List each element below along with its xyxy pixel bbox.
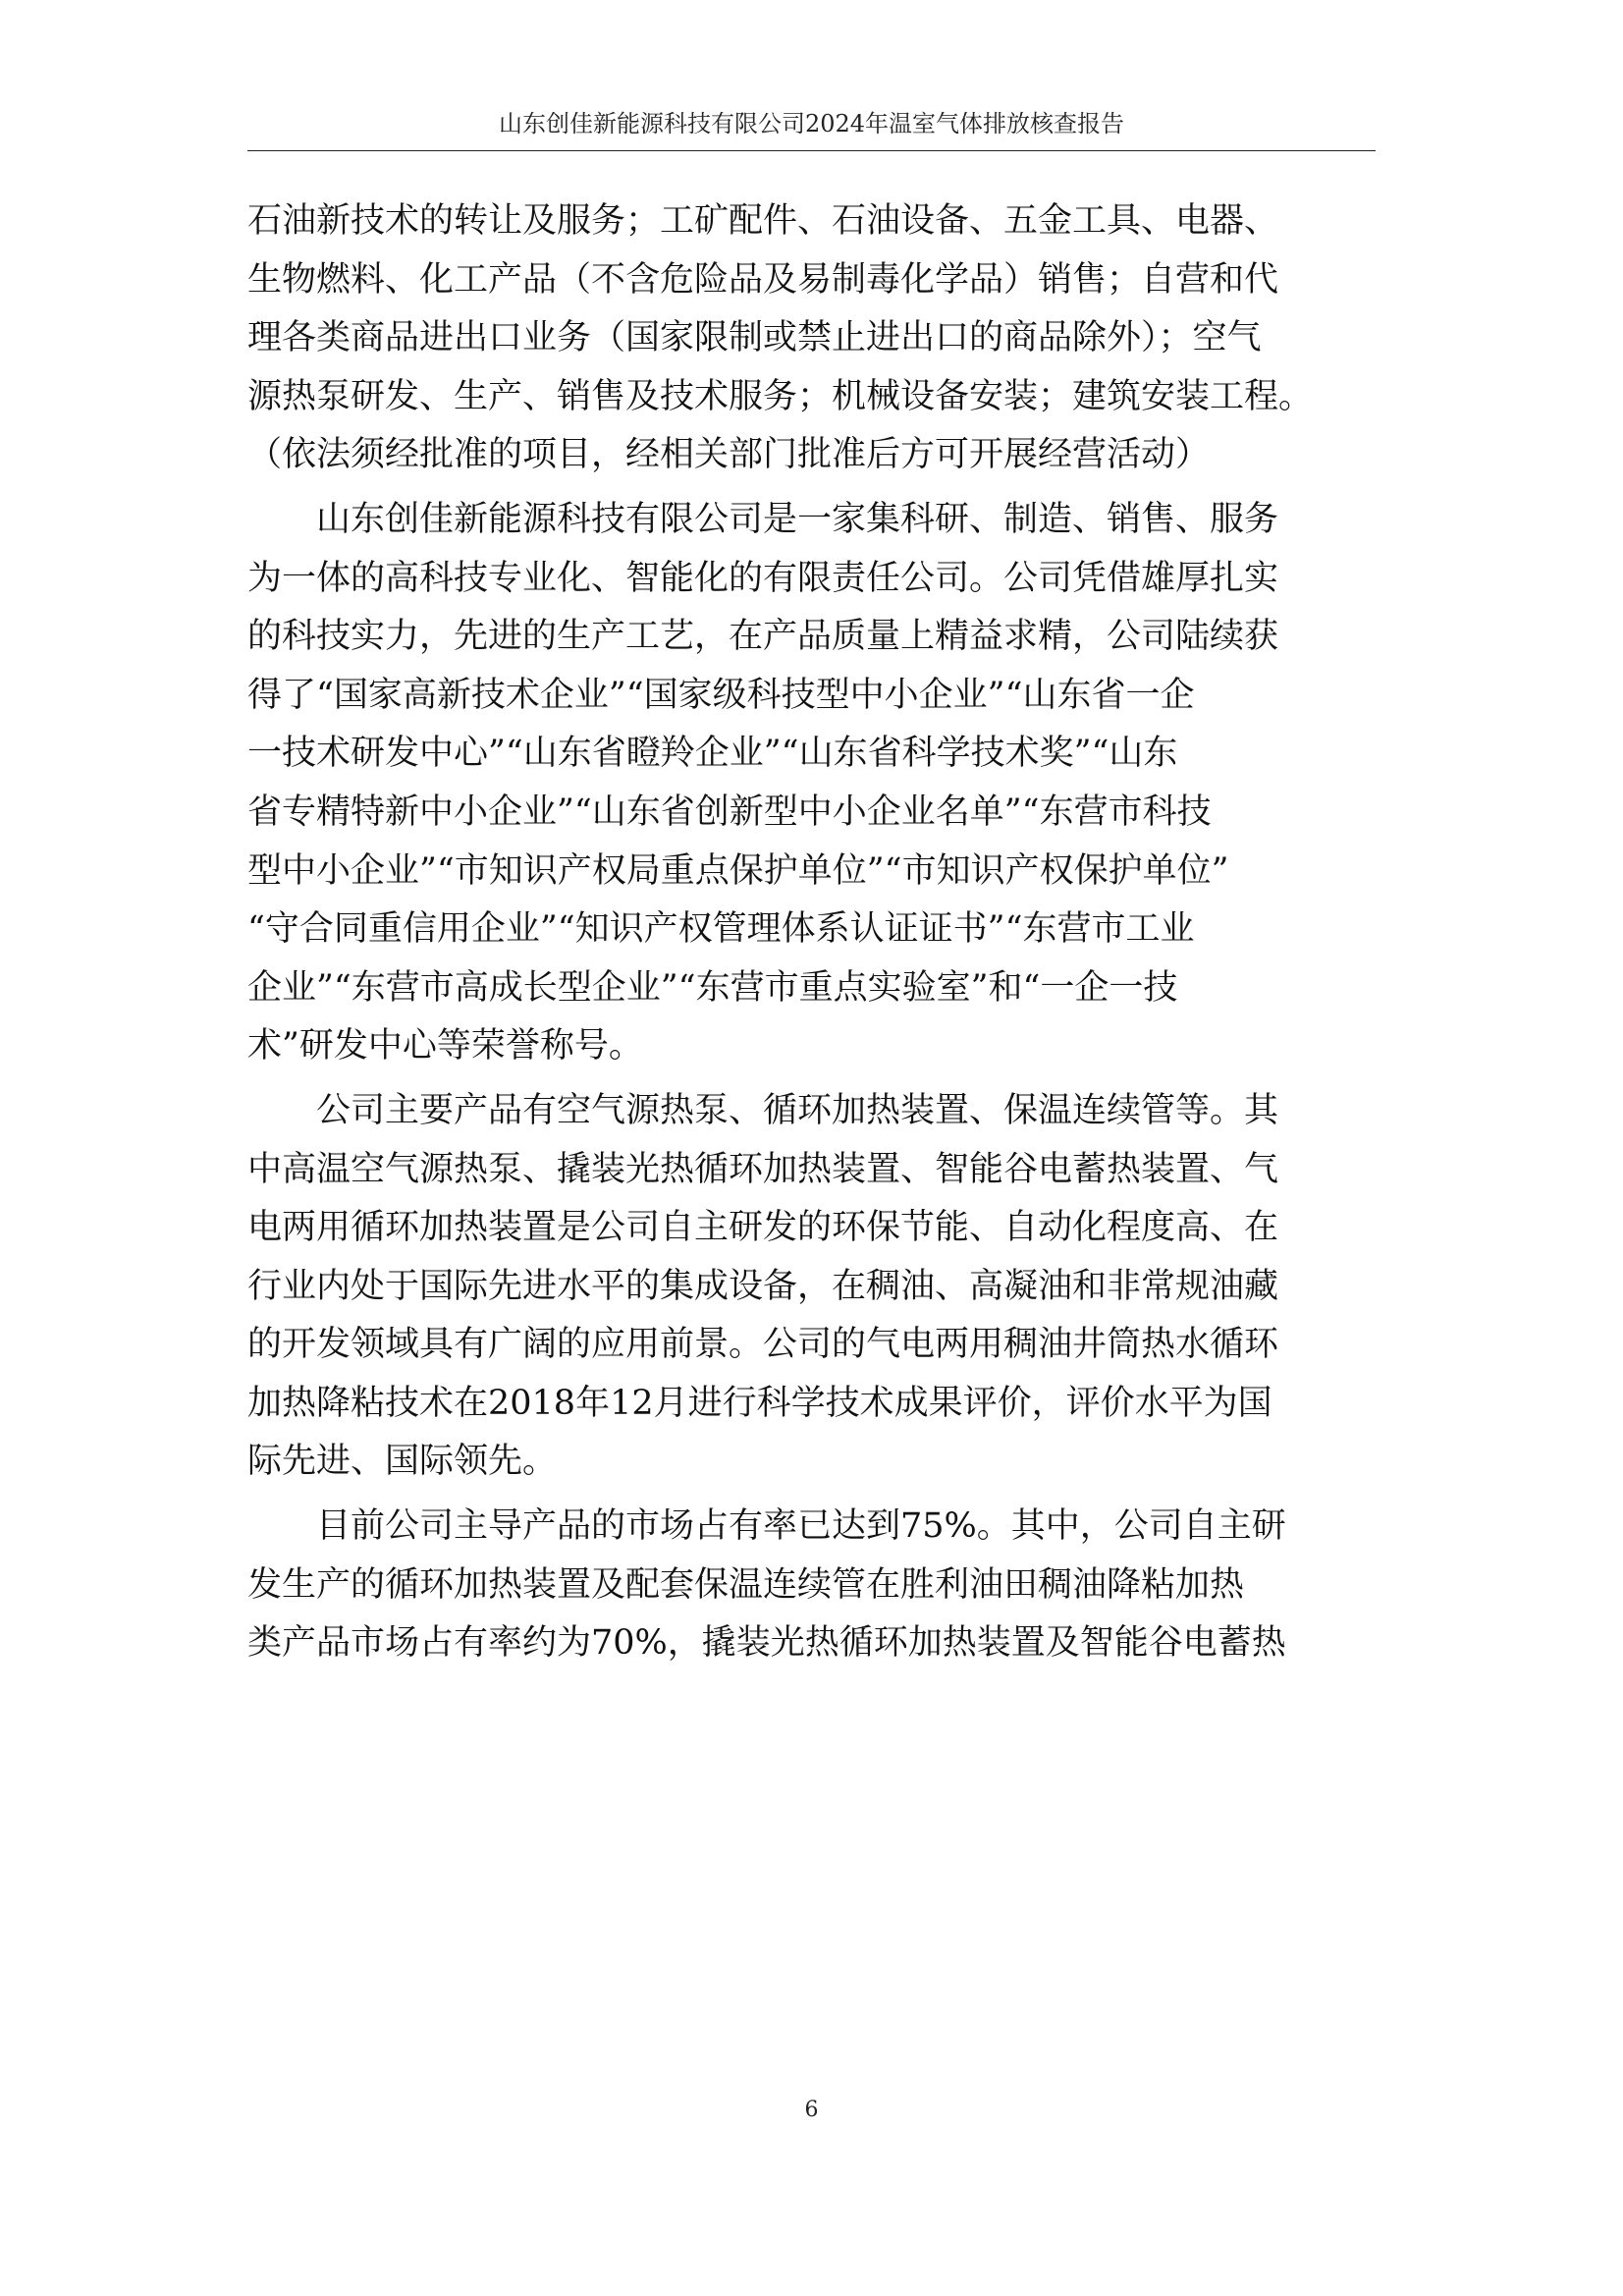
paragraph-line: 公司主要产品有空气源热泵、循环加热装置、保温连续管等。其	[316, 1090, 1279, 1130]
paragraph-line: 加热降粘技术在2018年12月进行科学技术成果评价，评价水平为国	[247, 1383, 1272, 1423]
paragraph-line: 生物燃料、化工产品（不含危险品及易制毒化学品）销售；自营和代	[247, 259, 1279, 300]
paragraph-line: 一技术研发中心”“山东省瞪羚企业”“山东省科学技术奖”“山东	[247, 734, 1178, 774]
paragraph-line: 山东创佳新能源科技有限公司是一家集科研、制造、销售、服务	[316, 499, 1279, 539]
paragraph-line: 际先进、国际领先。	[247, 1442, 558, 1482]
paragraph-line: “守合同重信用企业”“知识产权管理体系认证证书”“东营市工业	[247, 909, 1195, 950]
page-header-title: 山东创佳新能源科技有限公司2024年温室气体排放核查报告	[498, 110, 1125, 137]
paragraph	[247, 1082, 1376, 1492]
paragraph	[247, 491, 1376, 1076]
page-number: 6	[804, 2098, 819, 2122]
paragraph-line: 目前公司主导产品的市场占有率已达到75%。其中，公司自主研	[316, 1506, 1286, 1547]
paragraph-line: 得了“国家高新技术企业”“国家级科技型中小企业”“山东省一企	[247, 675, 1195, 715]
paragraph-line: 的科技实力，先进的生产工艺，在产品质量上精益求精，公司陆续获	[247, 617, 1279, 657]
paragraph-line: 电两用循环加热装置是公司自主研发的环保节能、自动化程度高、在	[247, 1208, 1279, 1248]
paragraph-line: 源热泵研发、生产、销售及技术服务；机械设备安装；建筑安装工程。	[247, 376, 1314, 416]
paragraph-line: （依法须经批准的项目，经相关部门批准后方可开展经营活动）	[247, 435, 1211, 475]
paragraph-line: 型中小企业”“市知识产权局重点保护单位”“市知识产权保护单位”	[247, 850, 1229, 891]
header-divider	[247, 150, 1376, 151]
paragraph-line: 石油新技术的转让及服务；工矿配件、石油设备、五金工具、电器、	[247, 201, 1279, 241]
paragraph-line: 类产品市场占有率约为70%，撬装光热循环加热装置及智能谷电蓄热	[247, 1623, 1286, 1664]
paragraph-line: 发生产的循环加热装置及配套保温连续管在胜利油田稠油降粘加热	[247, 1564, 1245, 1605]
paragraph-line: 中高温空气源热泵、撬装光热循环加热装置、智能谷电蓄热装置、气	[247, 1149, 1279, 1189]
paragraph-line: 行业内处于国际先进水平的集成设备，在稠油、高凝油和非常规油藏	[247, 1266, 1279, 1306]
paragraph-line: 术”研发中心等荣誉称号。	[247, 1026, 643, 1066]
paragraph-line: 企业”“东营市高成长型企业”“东营市重点实验室”和“一企一技	[247, 967, 1178, 1008]
paragraph	[247, 192, 1376, 485]
paragraph-line: 理各类商品进出口业务（国家限制或禁止进出口的商品除外）；空气	[247, 318, 1262, 358]
paragraph	[247, 1498, 1376, 1673]
paragraph-line: 的开发领域具有广阔的应用前景。公司的气电两用稠油井筒热水循环	[247, 1325, 1279, 1365]
body-text	[247, 192, 1376, 1673]
paragraph-line: 为一体的高科技专业化、智能化的有限责任公司。公司凭借雄厚扎实	[247, 558, 1279, 598]
paragraph-line: 省专精特新中小企业”“山东省创新型中小企业名单”“东营市科技	[247, 792, 1212, 832]
